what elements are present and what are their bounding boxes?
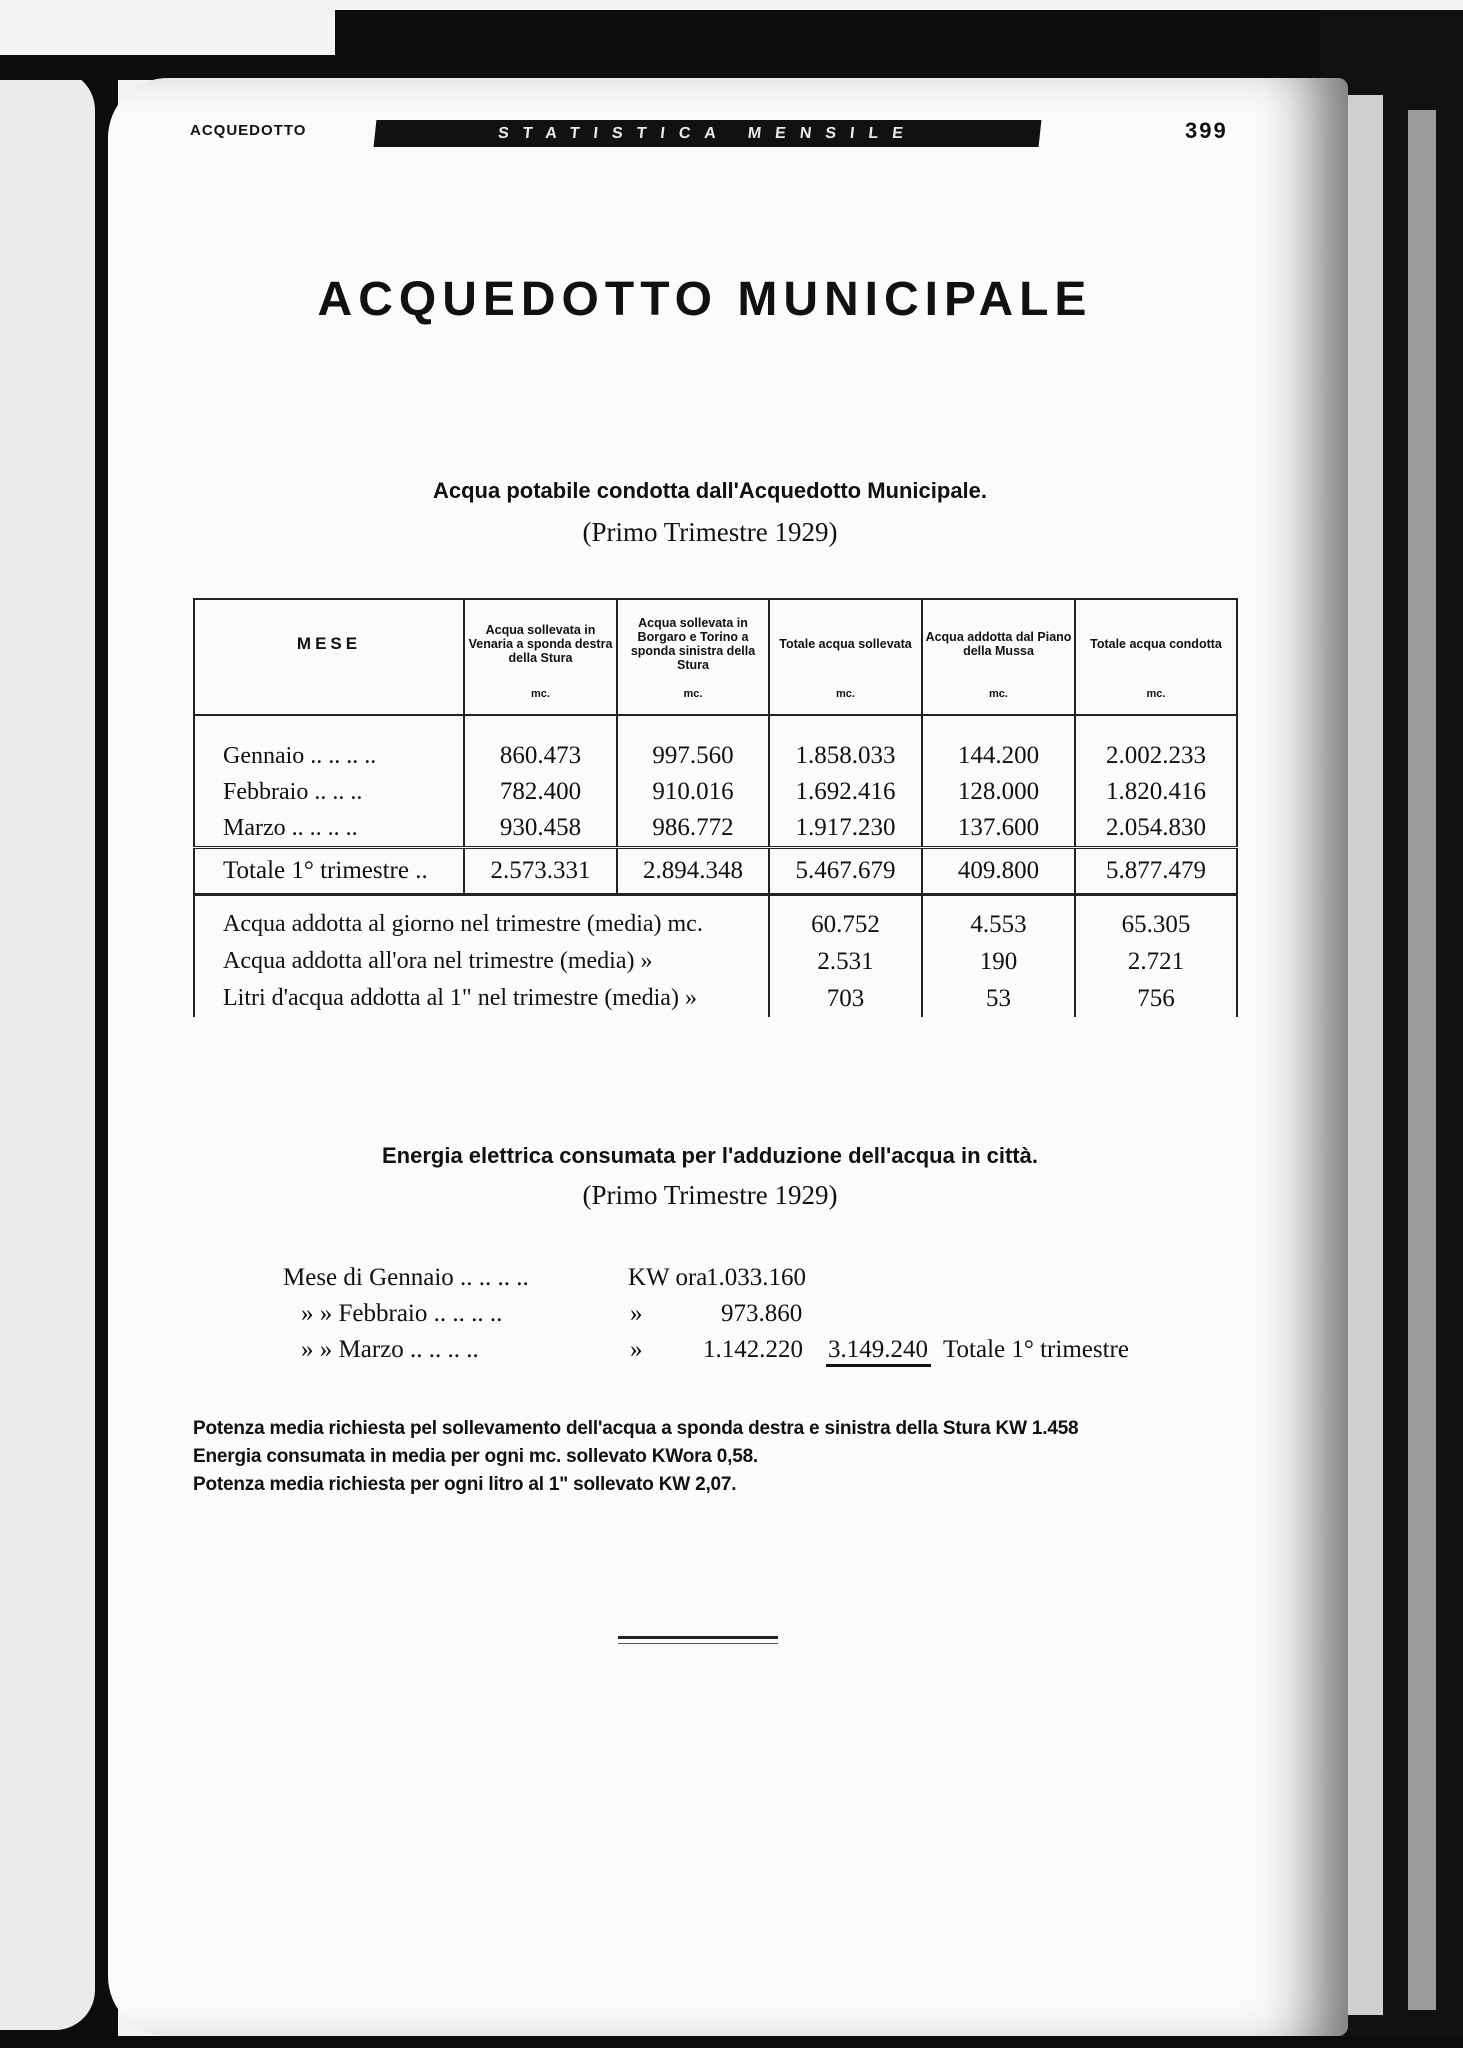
water-section-title: Acqua potabile condotta dall'Acquedotto Municipale. xyxy=(432,478,988,503)
water-table xyxy=(193,598,1238,1017)
month-cell: Febbraio .. .. .. xyxy=(194,774,464,810)
facing-page-edge xyxy=(0,70,95,2030)
total-cell: 2.573.331 xyxy=(464,848,617,895)
average-cell: 703 xyxy=(769,980,922,1017)
value-cell: 1.820.416 xyxy=(1075,774,1237,810)
total-underline xyxy=(826,1364,931,1367)
column-header-mussa: Acqua addotta dal Piano della Mussa xyxy=(922,599,1075,688)
energy-row-gennaio xyxy=(283,1264,1183,1294)
value-cell: 137.600 xyxy=(922,810,1075,848)
total-row xyxy=(194,848,1237,895)
running-head: ACQUEDOTTO xyxy=(190,122,307,139)
table-header-row xyxy=(194,599,1237,688)
value-cell: 2.002.233 xyxy=(1075,715,1237,774)
average-row xyxy=(194,943,1237,980)
value-cell: 1.858.033 xyxy=(769,715,922,774)
average-label: Litri d'acqua addotta al 1" nel trimestre (media) » xyxy=(194,980,769,1017)
energy-total-value: 3.149.240 xyxy=(828,1336,928,1363)
value-cell: 860.473 xyxy=(464,715,617,774)
value-cell: 1.917.230 xyxy=(769,810,922,848)
energy-total-label: Totale 1° trimestre xyxy=(943,1336,1129,1363)
value-cell: 986.772 xyxy=(617,810,769,848)
value-cell: 128.000 xyxy=(922,774,1075,810)
total-cell: 409.800 xyxy=(922,848,1075,895)
average-row xyxy=(194,980,1237,1017)
energy-section-subtitle: (Primo Trimestre 1929) xyxy=(582,1180,838,1210)
value-cell: 782.400 xyxy=(464,774,617,810)
value-cell: 1.692.416 xyxy=(769,774,922,810)
unit-cell: mc. xyxy=(922,688,1075,715)
energy-value: 1.033.160 xyxy=(706,1264,806,1291)
average-cell: 53 xyxy=(922,980,1075,1017)
table-row xyxy=(194,715,1237,774)
energy-month: » » Marzo .. .. .. .. xyxy=(301,1336,479,1363)
total-cell: 5.877.479 xyxy=(1075,848,1237,895)
total-label: Totale 1° trimestre .. xyxy=(194,848,464,895)
energy-unit: » xyxy=(630,1336,643,1363)
unit-cell: mc. xyxy=(769,688,922,715)
unit-cell: mc. xyxy=(1075,688,1237,715)
column-header-totale-sollevata: Totale acqua sollevata xyxy=(769,599,922,688)
scan-top-border xyxy=(335,10,1463,80)
energy-value: 973.860 xyxy=(721,1300,803,1327)
energy-value: 1.142.220 xyxy=(703,1336,803,1363)
water-section-subtitle: (Primo Trimestre 1929) xyxy=(582,517,838,547)
value-cell: 2.054.830 xyxy=(1075,810,1237,848)
average-row xyxy=(194,895,1237,944)
value-cell: 910.016 xyxy=(617,774,769,810)
header-banner: STATISTICA MENSILE xyxy=(374,120,1042,147)
note-line: Potenza media richiesta pel sollevamento dell'acqua a sponda destra e sinistra della Stura KW 1.458 xyxy=(193,1418,1079,1439)
column-header-mese: MESE xyxy=(194,599,464,688)
average-cell: 190 xyxy=(922,943,1075,980)
end-rule xyxy=(618,1636,778,1644)
average-cell: 2.531 xyxy=(769,943,922,980)
average-label: Acqua addotta al giorno nel trimestre (media) mc. xyxy=(194,895,769,944)
page-stack-edge xyxy=(1345,95,1383,2015)
value-cell: 144.200 xyxy=(922,715,1075,774)
energy-row-febbraio xyxy=(283,1300,1183,1330)
average-cell: 60.752 xyxy=(769,895,922,944)
energy-unit: KW ora xyxy=(628,1264,708,1291)
month-cell: Gennaio .. .. .. .. xyxy=(194,715,464,774)
energy-unit: » xyxy=(630,1300,643,1327)
page-number: 399 xyxy=(1185,118,1228,143)
average-cell: 65.305 xyxy=(1075,895,1237,944)
scan-top-border-left xyxy=(0,55,340,80)
average-cell: 4.553 xyxy=(922,895,1075,944)
note-line: Potenza media richiesta per ogni litro al 1" sollevato KW 2,07. xyxy=(193,1474,737,1495)
value-cell: 997.560 xyxy=(617,715,769,774)
page-stack-edge-2 xyxy=(1408,110,1436,2010)
energy-section-title: Energia elettrica consumata per l'adduzione dell'acqua in città. xyxy=(382,1143,1038,1168)
column-header-borgaro: Acqua sollevata in Borgaro e Torino a sponda sinistra della Stura xyxy=(617,599,769,688)
note-line: Energia consumata in media per ogni mc. sollevato KWora 0,58. xyxy=(193,1446,759,1467)
unit-cell: mc. xyxy=(464,688,617,715)
unit-cell: mc. xyxy=(617,688,769,715)
average-label: Acqua addotta all'ora nel trimestre (media) » xyxy=(194,943,769,980)
energy-month: Mese di Gennaio .. .. .. .. xyxy=(283,1264,529,1291)
scan-bottom-border xyxy=(0,2036,1463,2048)
unit-row xyxy=(194,688,1237,715)
energy-month: » » Febbraio .. .. .. .. xyxy=(301,1300,503,1327)
table-row xyxy=(194,774,1237,810)
unit-cell xyxy=(194,688,464,715)
month-cell: Marzo .. .. .. .. xyxy=(194,810,464,848)
average-cell: 756 xyxy=(1075,980,1237,1017)
page-title: ACQUEDOTTO MUNICIPALE xyxy=(317,273,1093,326)
average-cell: 2.721 xyxy=(1075,943,1237,980)
total-cell: 2.894.348 xyxy=(617,848,769,895)
value-cell: 930.458 xyxy=(464,810,617,848)
column-header-venaria: Acqua sollevata in Venaria a sponda destra della Stura xyxy=(464,599,617,688)
column-header-totale-condotta: Totale acqua condotta xyxy=(1075,599,1237,688)
energy-row-marzo xyxy=(283,1336,1183,1366)
document-page xyxy=(108,78,1348,2036)
table-row xyxy=(194,810,1237,848)
total-cell: 5.467.679 xyxy=(769,848,922,895)
